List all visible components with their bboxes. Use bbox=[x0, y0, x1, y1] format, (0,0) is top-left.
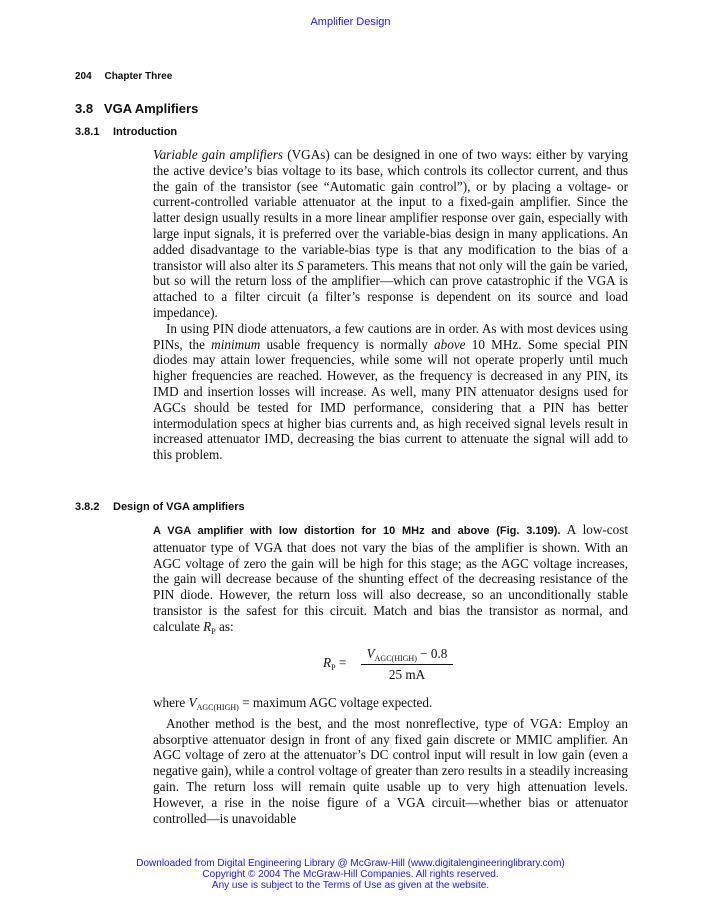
equation-fraction bbox=[361, 646, 453, 683]
italic-symbol: V bbox=[188, 695, 197, 710]
subsection-heading-intro bbox=[75, 126, 177, 138]
subsection-title: Design of VGA amplifiers bbox=[113, 501, 245, 513]
top-link[interactable]: Amplifier Design bbox=[310, 16, 391, 28]
page-number: 204 bbox=[75, 71, 92, 82]
text-run: − 0.8 bbox=[416, 646, 448, 661]
section-heading bbox=[75, 101, 198, 116]
text-run: usable frequency is normally bbox=[260, 336, 435, 352]
subsection-heading-design bbox=[75, 501, 245, 513]
italic-symbol: R bbox=[203, 618, 212, 634]
design-paragraph-2: Another method is the best, and the most nonreflective, type of VGA: Employ an absorptive attenuator design in front of any fixed gain discrete or MMIC amplifier. An AGC voltage of zero at the attenuator’s DC control input will result in low gain (even a negative gain), while a control voltage of greater than zero results in a steadily increasing gain. The return loss will remain quite usable up to very high attenuation levels. However, a rise in the noise figure of a VGA circuit—whether bias or attenuator controlled—is unavoidable bbox=[153, 715, 628, 826]
subsection-title: Introduction bbox=[113, 126, 178, 138]
footer-terms-link[interactable]: Any use is subject to the Terms of Use as given at the website. bbox=[211, 880, 490, 891]
subscript: AGC(HIGH) bbox=[196, 703, 239, 712]
text-run: = maximum AGC voltage expected. bbox=[238, 695, 433, 710]
subsection-number: 3.8.1 bbox=[75, 126, 100, 138]
footer-copyright: Copyright © 2004 The McGraw-Hill Companies. All rights reserved. bbox=[202, 869, 499, 880]
chapter-title: Chapter Three bbox=[104, 71, 173, 82]
text-run: 10 MHz. Some special PIN diodes may attain lower frequencies, while some will not operate properly until much higher frequencies are reached. However, as the frequency is decreased in any PIN, its IMD and insertion losses will increase. As well, many PIN attenuator designs used for AGCs should be tested for IMD performance, considering that a PIN has better intermodulation specs at higher bias currents and, as high received signal levels result in increased attenuator IMD, decreasing the bias current to attenuate the signal will add to this problem. bbox=[153, 336, 628, 463]
italic-term: Variable gain amplifiers bbox=[153, 147, 284, 162]
intro-paragraph-2 bbox=[153, 321, 628, 463]
text-run: A low-cost attenuator type of VGA that does not vary the bias of the amplifier is shown. With an AGC voltage of zero the gain will be high for this stage; as the AGC voltage increases, the gain will decrease because of the shunting effect of the decreasing resistance of the PIN diode. However, the return loss will also decrease, so an unconditionally stable transistor is the safest for this circuit. Match and bias the transistor as normal, and calculate bbox=[153, 522, 629, 634]
equation-denominator: 25 mA bbox=[388, 667, 426, 682]
equation-lhs bbox=[323, 655, 346, 672]
footer-download-link[interactable]: Downloaded from Digital Engineering Library @ McGraw-Hill (www.digitalengineeringlibrary.com) bbox=[136, 858, 565, 869]
text-run: as: bbox=[215, 618, 234, 634]
italic-symbol: R bbox=[323, 655, 332, 670]
text-run: where bbox=[153, 695, 189, 710]
where-line bbox=[153, 695, 628, 716]
equals-sign: = bbox=[335, 655, 347, 670]
intro-paragraph-1 bbox=[153, 147, 628, 321]
design-text-1 bbox=[153, 522, 628, 640]
running-head bbox=[75, 71, 172, 82]
intro-text bbox=[153, 147, 628, 463]
subscript: P bbox=[211, 626, 216, 636]
italic-term: above bbox=[434, 336, 466, 352]
text-run: parameters. This means that not only will the gain be varied, but so will the return loss of the amplifier—which can prove catastrophic if the VGA is attached to a filter circuit (a filter’s response is dependent on its source and load impedance). bbox=[153, 257, 628, 320]
italic-term: minimum bbox=[211, 336, 261, 352]
design-text-2 bbox=[153, 695, 628, 826]
italic-symbol: V bbox=[366, 646, 375, 661]
section-title: VGA Amplifiers bbox=[103, 101, 199, 116]
equation-numerator bbox=[361, 646, 453, 665]
text-run: In using PIN diode attenuators, a few cautions are in order. As with most devices using PINs, the bbox=[153, 320, 628, 352]
design-paragraph-1 bbox=[153, 522, 628, 640]
subscript: P bbox=[331, 663, 336, 672]
footer bbox=[0, 858, 701, 891]
italic-symbol: S bbox=[297, 257, 304, 273]
run-in-heading: A VGA amplifier with low distortion for 10 MHz and above (Fig. 3.109). bbox=[153, 525, 561, 537]
text-run: (VGAs) can be designed in one of two ways: either by varying the active device’s bias voltage to its base, which controls its collector current, and thus the gain of the transistor (see “Automatic gain control”), or by placing a voltage- or current-controlled variable attenuator at the input to a fixed-gain amplifier. Since the latter design usually results in a more linear amplifier response over gain, especially with large input signals, it is preferred over the variable-bias design in many applications. An added disadvantage to the variable-bias type is that any modification to the bias of a transistor will also alter its bbox=[153, 147, 628, 273]
subsection-number: 3.8.2 bbox=[75, 501, 100, 513]
subscript: AGC(HIGH) bbox=[374, 654, 417, 663]
section-number: 3.8 bbox=[75, 101, 94, 116]
